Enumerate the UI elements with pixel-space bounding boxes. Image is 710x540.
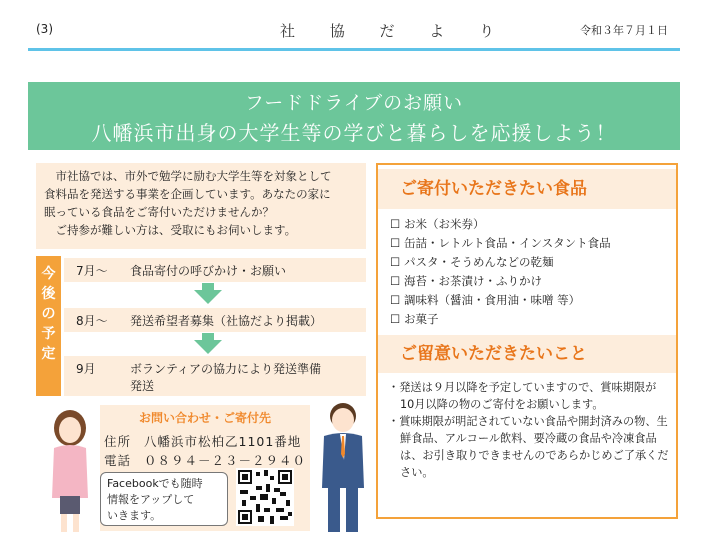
facebook-line: 情報をアップして <box>107 493 195 506</box>
donation-item <box>390 215 611 234</box>
woman-illustration <box>42 408 98 534</box>
contact-phone-row <box>104 451 306 469</box>
headline-line2: 八幡浜市出身の大学生等の学びと暮らしを応援しよう！ <box>91 121 617 145</box>
schedule-item <box>64 356 366 396</box>
schedule-item <box>64 308 366 332</box>
donation-item-text: お米（お米券） <box>403 217 485 231</box>
issue-date: 令和３年７月１日 <box>580 24 668 37</box>
schedule-side-label <box>36 256 61 396</box>
donation-item-text: 調味料（醤油・食用油・味噌 等） <box>403 293 581 307</box>
schedule-text: 発送希望者募集（社協だより掲載） <box>130 314 323 328</box>
arrow-down-icon <box>194 290 222 304</box>
headline-line1: フードドライブのお願い <box>244 92 464 114</box>
contact-address-row <box>104 432 301 450</box>
schedule-month: 7月〜 <box>76 264 108 278</box>
phone-value: ０８９４－２３－２９４０ <box>144 453 307 468</box>
schedule-month: 9月 <box>76 362 96 376</box>
intro-line: 食料品を発送する事業を企画しています。あなたの家に <box>44 187 331 201</box>
donation-heading: ご寄付いただきたい食品 <box>378 169 676 209</box>
qr-code[interactable] <box>236 468 294 526</box>
checkbox-icon: ☐ <box>390 217 401 231</box>
donation-item-text: 缶詰・レトルト食品・インスタント食品 <box>403 236 611 250</box>
donation-item <box>390 272 611 291</box>
intro-text <box>36 163 366 249</box>
checkbox-icon: ☐ <box>390 274 401 288</box>
donation-item <box>390 310 611 329</box>
schedule-text: 食品寄付の呼びかけ・お願い <box>130 264 287 278</box>
phone-label: 電話 <box>104 453 132 468</box>
checkbox-icon: ☐ <box>390 293 401 307</box>
schedule-text: ボランティアの協力により発送準備 <box>130 362 322 376</box>
note-item: ・発送は９月以降を予定していますので、賞味期限が10月以降の物のご寄付をお願いします。 <box>388 381 657 411</box>
schedule-month: 8月〜 <box>76 314 108 328</box>
newsletter-title: 社 協 だ よ り <box>280 22 510 40</box>
address-value: 八幡浜市松柏乙1101番地 <box>144 434 302 449</box>
right-panel <box>376 163 678 519</box>
facebook-line: Facebookでも随時 <box>107 477 203 490</box>
intro-line: 眠っている食品をご寄付いただけませんか？ <box>44 205 274 219</box>
man-illustration <box>314 400 372 536</box>
page-number: (3) <box>36 22 53 36</box>
header-rule <box>28 48 680 51</box>
headline-banner <box>28 82 680 150</box>
donation-item <box>390 234 611 253</box>
schedule-side-text: 今後の予定 <box>41 266 56 362</box>
notes-heading: ご留意いただきたいこと <box>378 335 676 373</box>
intro-line: ご持参が難しい方は、受取にもお伺いします。 <box>55 223 297 237</box>
facebook-notice <box>100 472 228 526</box>
arrow-down-icon <box>194 340 222 354</box>
contact-heading: お問い合わせ・ご寄付先 <box>138 411 271 425</box>
intro-line: 市社協では、市外で勉学に励む大学生等を対象として <box>55 169 332 183</box>
schedule-text-cont: 発送 <box>130 379 155 393</box>
schedule-item <box>64 258 366 282</box>
donation-item-text: パスタ・そうめんなどの乾麺 <box>403 255 554 269</box>
checkbox-icon: ☐ <box>390 236 401 250</box>
checkbox-icon: ☐ <box>390 255 401 269</box>
donation-item <box>390 253 611 272</box>
donation-item-text: お菓子 <box>403 312 439 326</box>
notes-list <box>388 379 670 481</box>
checkbox-icon: ☐ <box>390 312 401 326</box>
donation-item-text: 海苔・お茶漬け・ふりかけ <box>403 274 542 288</box>
note-item: ・賞味期限が明記されていない食品や開封済みの物、生鮮食品、アルコール飲料、要冷蔵の食品や冷凍食品は、お引き取りできませんのであらかじめご了承ください。 <box>388 415 669 479</box>
donation-item <box>390 291 611 310</box>
address-label: 住所 <box>104 434 132 449</box>
facebook-line: いきます。 <box>107 509 162 522</box>
donation-list <box>390 215 611 329</box>
